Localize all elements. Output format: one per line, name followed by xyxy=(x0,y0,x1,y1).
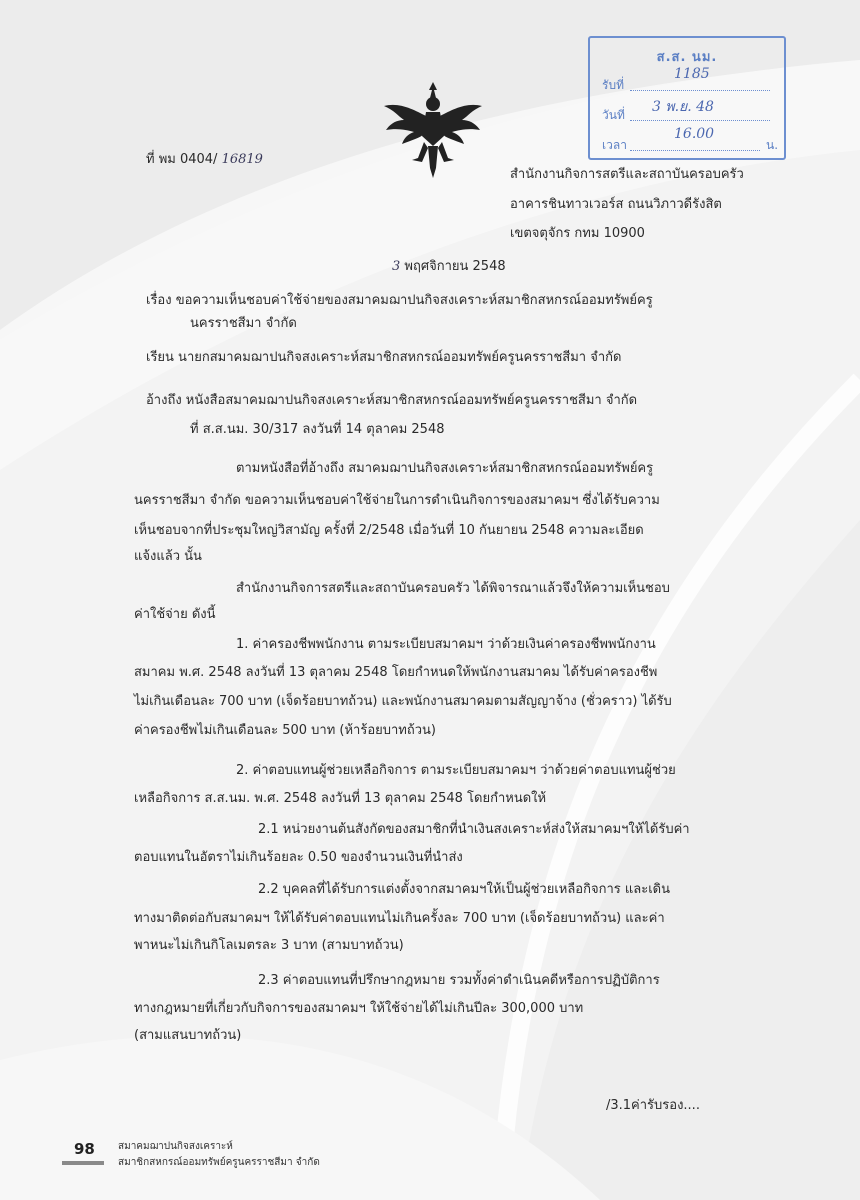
footer-organization xyxy=(118,1139,320,1171)
item-2-line: เหลือกิจการ ส.ส.นม. พ.ศ. 2548 ลงวันที่ 13 ตุลาคม 2548 โดยกำหนดให้ xyxy=(134,791,547,806)
sender-line-1: สำนักงานกิจการสตรีและสถาบันครอบครัว xyxy=(510,167,744,182)
body-line: เห็นชอบจากที่ประชุมใหญ่วิสามัญ ครั้งที่ 2/2548 เมื่อวันที่ 10 กันยายน 2548 ความละเอียด xyxy=(134,523,644,538)
stamp-receipt-number: 1185 xyxy=(674,66,710,82)
date-month-year: พฤศจิกายน 2548 xyxy=(404,259,506,274)
sender-line-2: อาคารชินทาวเวอร์ส ถนนวิภาวดีรังสิต xyxy=(510,197,722,212)
item-2-3-line: ทางกฎหมายที่เกี่ยวกับกิจการของสมาคมฯ ให้ใช้จ่ายได้ไม่เกินปีละ 300,000 บาท xyxy=(134,1001,584,1016)
salutation: เรียน นายกสมาคมฌาปนกิจสงเคราะห์สมาชิกสหกรณ์ออมทรัพย์ครูนครราชสีมา จำกัด xyxy=(146,350,622,365)
item-2-line: 2. ค่าตอบแทนผู้ช่วยเหลือกิจการ ตามระเบียบสมาคมฯ ว่าด้วยค่าตอบแทนผู้ช่วย xyxy=(236,763,676,778)
page-number: 98 xyxy=(74,1140,95,1158)
subject-line-1: เรื่อง ขอความเห็นชอบค่าใช้จ่ายของสมาคมฌาปนกิจสงเคราะห์สมาชิกสหกรณ์ออมทรัพย์ครู xyxy=(146,293,653,308)
reference-line-2: ที่ ส.ส.นม. 30/317 ลงวันที่ 14 ตุลาคม 2548 xyxy=(190,422,445,437)
item-1-line: ค่าครองชีพไม่เกินเดือนละ 500 บาท (ห้าร้อยบาทถ้วน) xyxy=(134,723,436,738)
footer-divider xyxy=(62,1161,104,1165)
item-2-3-line: 2.3 ค่าตอบแทนที่ปรึกษากฎหมาย รวมทั้งค่าดำเนินคดีหรือการปฏิบัติการ xyxy=(258,973,660,988)
stamp-title: ส.ส. นม. xyxy=(656,50,718,65)
body-line: ค่าใช้จ่าย ดังนี้ xyxy=(134,607,216,622)
reference-handwritten-number: 16819 xyxy=(221,152,263,167)
subject-line-2: นครราชสีมา จำกัด xyxy=(190,316,297,331)
stamp-label-receipt: รับที่ xyxy=(602,78,624,92)
item-1-line: ไม่เกินเดือนละ 700 บาท (เจ็ดร้อยบาทถ้วน) และพนักงานสมาคมตามสัญญาจ้าง (ชั่วคราว) ได้รับ xyxy=(134,694,672,709)
reference-prefix: ที่ พม 0404/ xyxy=(146,152,218,167)
body-line: แจ้งแล้ว นั้น xyxy=(134,549,202,564)
item-2-3-line: (สามแสนบาทถ้วน) xyxy=(134,1028,242,1043)
item-2-2-line: พาหนะไม่เกินกิโลเมตรละ 3 บาท (สามบาทถ้วน) xyxy=(134,938,404,953)
stamp-date-value: 3 พ.ย. 48 xyxy=(652,99,714,115)
body-line: นครราชสีมา จำกัด ขอความเห็นชอบค่าใช้จ่ายในการดำเนินกิจการของสมาคมฯ ซึ่งได้รับความ xyxy=(134,493,660,508)
date-day-handwritten: 3 xyxy=(392,259,401,274)
stamp-time-value: 16.00 xyxy=(674,126,715,142)
sender-line-3: เขตจตุจักร กทม 10900 xyxy=(510,226,645,241)
item-2-1-line: ตอบแทนในอัตราไม่เกินร้อยละ 0.50 ของจำนวนเงินที่นำส่ง xyxy=(134,850,463,865)
stamp-time-suffix: น. xyxy=(766,138,779,152)
body-line: สำนักงานกิจการสตรีและสถาบันครอบครัว ได้พิจารณาแล้วจึงให้ความเห็นชอบ xyxy=(236,581,670,596)
garuda-emblem xyxy=(378,76,488,184)
item-1-line: สมาคม พ.ศ. 2548 ลงวันที่ 13 ตุลาคม 2548 โดยกำหนดให้พนักงานสมาคม ได้รับค่าครองชีพ xyxy=(134,665,658,680)
continuation-marker: /3.1ค่ารับรอง.... xyxy=(606,1098,700,1113)
letter-reference-number xyxy=(146,151,263,169)
item-2-2-line: ทางมาติดต่อกับสมาคมฯ ให้ได้รับค่าตอบแทนไม่เกินครั้งละ 700 บาท (เจ็ดร้อยบาทถ้วน) และค่า xyxy=(134,911,665,926)
stamp-label-date: วันที่ xyxy=(602,108,625,122)
receipt-stamp xyxy=(588,36,786,160)
footer-line-2: สมาชิกสหกรณ์ออมทรัพย์ครูนครราชสีมา จำกัด xyxy=(118,1157,320,1168)
footer-line-1: สมาคมฌาปนกิจสงเคราะห์ xyxy=(118,1141,233,1152)
item-2-2-line: 2.2 บุคคลที่ได้รับการแต่งตั้งจากสมาคมฯให้เป็นผู้ช่วยเหลือกิจการ และเดิน xyxy=(258,882,670,897)
item-1-line: 1. ค่าครองชีพพนักงาน ตามระเบียบสมาคมฯ ว่าด้วยเงินค่าครองชีพพนักงาน xyxy=(236,637,656,652)
body-line: ตามหนังสือที่อ้างถึง สมาคมฌาปนกิจสงเคราะห์สมาชิกสหกรณ์ออมทรัพย์ครู xyxy=(236,461,654,476)
letter-date xyxy=(392,258,506,276)
item-2-1-line: 2.1 หน่วยงานต้นสังกัดของสมาชิกที่นำเงินสงเคราะห์ส่งให้สมาคมฯให้ได้รับค่า xyxy=(258,822,690,837)
reference-line-1: อ้างถึง หนังสือสมาคมฌาปนกิจสงเคราะห์สมาชิกสหกรณ์ออมทรัพย์ครูนครราชสีมา จำกัด xyxy=(146,393,638,408)
stamp-label-time: เวลา xyxy=(602,138,627,152)
